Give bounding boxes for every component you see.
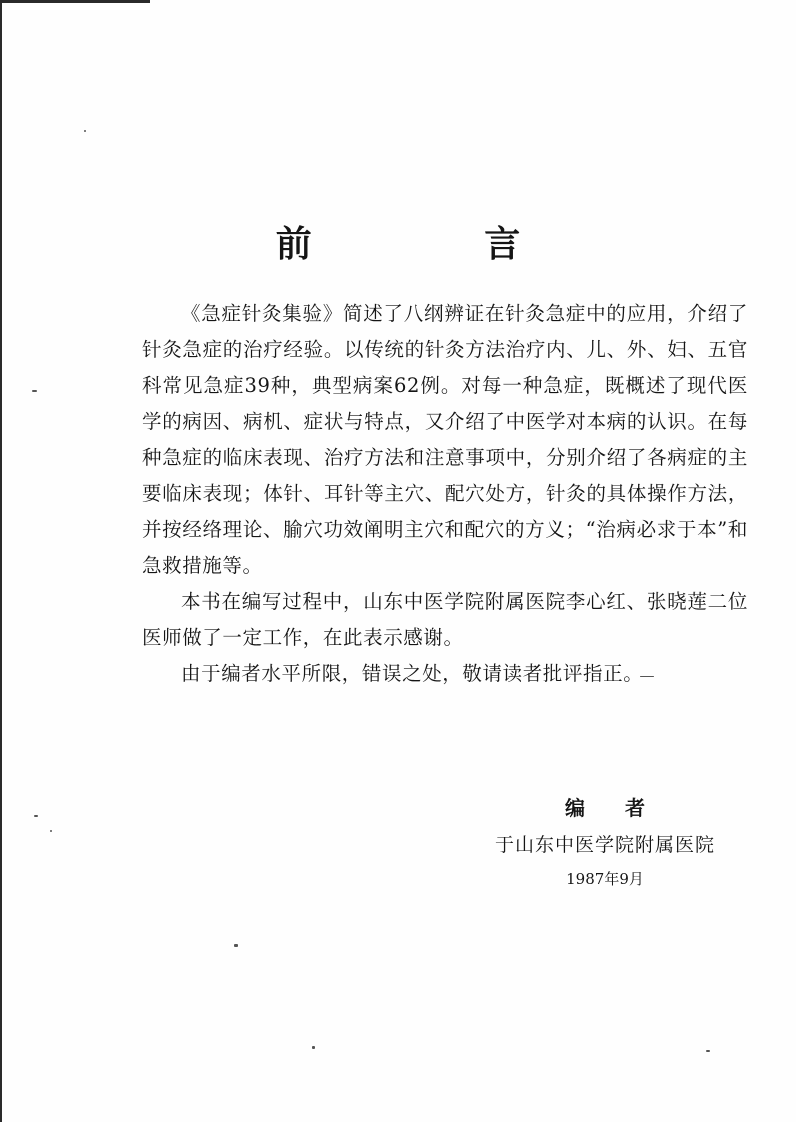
signature-date: 1987年9月 — [566, 870, 644, 888]
scan-speck — [84, 130, 86, 132]
page-title: 前 言 — [275, 223, 601, 266]
preface-paragraph: 《急症针灸集验》简述了八纲辨证在针灸急症中的应用，介绍了针灸急症的治疗经验。以传统的针灸方法治疗内、儿、外、妇、五官科常见急症39种，典型病案62例。对每一种急症，既概述了现代医学的病因、病机、症状与特点，又介绍了中医学对本病的认识。在每种急症的临床表现、治疗方法和注意事项中，分别介绍了各病症的主要临床表现；体针、耳针等主穴、配穴处方，针灸的具体操作方法，并按经络理论、腧穴功效阐明主穴和配穴的方义；“治病必求于本”和急救措施等。 — [142, 302, 748, 577]
signature-organization: 于山东中医学院附属医院 — [494, 834, 715, 856]
scan-edge-top — [0, 0, 150, 3]
scan-speck — [312, 1046, 315, 1049]
signature-role: 编者 — [565, 796, 685, 820]
scan-speck — [32, 390, 37, 392]
preface-body — [142, 296, 748, 692]
scan-speck — [706, 1050, 710, 1052]
scan-speck — [50, 830, 52, 832]
preface-paragraph: 由于编者水平所限，错误之处，敬请读者批评指正。 — [181, 662, 644, 685]
scan-speck — [34, 815, 38, 817]
preface-paragraph: 本书在编写过程中，山东中医学院附属医院李心红、张晓莲二位医师做了一定工作，在此表示感谢。 — [142, 590, 748, 649]
scan-edge-left — [0, 0, 2, 1122]
scan-speck — [234, 944, 238, 947]
